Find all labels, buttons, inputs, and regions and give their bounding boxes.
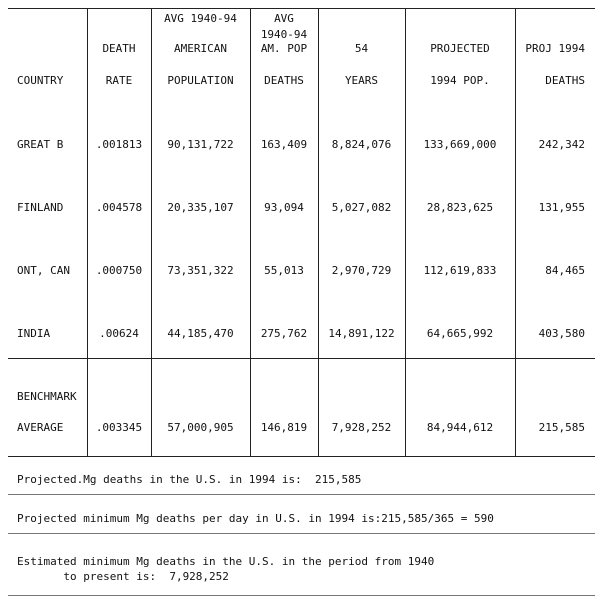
benchmark-value: 7,928,252 <box>331 421 392 434</box>
column-header: 1994 POP. <box>430 74 490 87</box>
row-country: GREAT B <box>17 138 64 151</box>
column-header: PROJ 1994 <box>525 42 585 55</box>
table-cell: 8,824,076 <box>331 138 392 151</box>
table-cell: 5,027,082 <box>331 201 392 214</box>
row-country: ONT, CAN <box>17 264 70 277</box>
benchmark-value: 215,585 <box>538 421 585 434</box>
benchmark-value: 84,944,612 <box>426 421 494 434</box>
benchmark-value: 146,819 <box>260 421 308 434</box>
table-cell: 242,342 <box>538 138 585 151</box>
table-cell: 28,823,625 <box>426 201 494 214</box>
table-cell: 84,465 <box>545 264 585 277</box>
row-country: FINLAND <box>17 201 64 214</box>
table-cell: .001813 <box>95 138 143 151</box>
table-cell: 133,669,000 <box>423 138 497 151</box>
table-cell: 2,970,729 <box>331 264 392 277</box>
column-header: 1940-94 <box>260 28 308 41</box>
column-header: AM. POP <box>260 42 308 55</box>
column-header: 54 <box>354 42 369 55</box>
table-cell: 112,619,833 <box>423 264 497 277</box>
table-cell: .00624 <box>99 327 139 340</box>
note-projected-deaths: Projected.Mg deaths in the U.S. in 1994 is: 215,585 <box>17 473 362 486</box>
benchmark-value: 57,000,905 <box>167 421 234 434</box>
note-divider <box>8 595 595 596</box>
table-cell: 275,762 <box>260 327 308 340</box>
column-header: DEATH <box>102 42 136 55</box>
column-header: DEATHS <box>264 74 304 87</box>
column-header: PROJECTED <box>430 42 490 55</box>
note-divider <box>8 494 595 495</box>
benchmark-value: .003345 <box>95 421 143 434</box>
column-header: POPULATION <box>167 74 234 87</box>
table-cell: 163,409 <box>260 138 308 151</box>
column-header: YEARS <box>344 74 379 87</box>
table-cell: 14,891,122 <box>328 327 395 340</box>
benchmark-label: BENCHMARK <box>17 390 77 403</box>
table-cell: 64,665,992 <box>426 327 494 340</box>
note-estimated-deaths: Estimated minimum Mg deaths in the U.S. in the period from 1940 to present is: 7,928,252 <box>17 555 435 583</box>
table-cell: 403,580 <box>538 327 585 340</box>
column-header: AMERICAN <box>174 42 227 55</box>
column-header: COUNTRY <box>17 74 64 87</box>
column-header: AVG <box>274 12 294 25</box>
table-cell: 93,094 <box>264 201 304 214</box>
table-cell: 44,185,470 <box>167 327 234 340</box>
note-deaths-per-day: Projected minimum Mg deaths per day in U.S. in 1994 is:215,585/365 = 590 <box>17 512 494 525</box>
column-header: DEATHS <box>545 74 585 87</box>
table-cell: .004578 <box>95 201 143 214</box>
note-divider <box>8 533 595 534</box>
table-cell: .000750 <box>95 264 143 277</box>
column-header: RATE <box>105 74 133 87</box>
column-header: AVG 1940-94 <box>164 12 237 25</box>
table-cell: 131,955 <box>538 201 585 214</box>
table-cell: 20,335,107 <box>167 201 234 214</box>
table-cell: 73,351,322 <box>167 264 234 277</box>
benchmark-label: AVERAGE <box>17 421 64 434</box>
table-cell: 90,131,722 <box>167 138 234 151</box>
table-cell: 55,013 <box>264 264 304 277</box>
row-country: INDIA <box>17 327 51 340</box>
